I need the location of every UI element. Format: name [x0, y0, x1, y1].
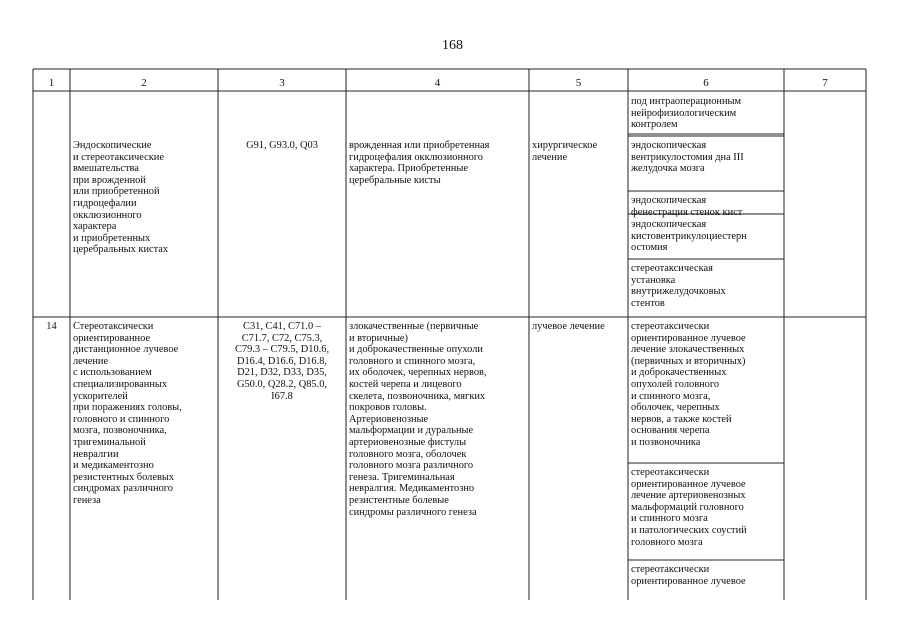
method-item: эндоскопическая вентрикулостомия дна III желудочка мозга: [631, 140, 744, 175]
column-header-6: 6: [703, 77, 709, 89]
intervention-name: Эндоскопические и стереотаксические вмешательства при врожденной или приобретенной гидроцефалии окклюзионного характера и приобретенных церебральных кистах: [73, 140, 169, 256]
method-item: эндоскопическая кистовентрикулоциестерн остомия: [631, 219, 747, 254]
patient-model: злокачественные (первичные и вторичные) и доброкачественные опухоли головного и спинного мозга, их оболочек, черепных нервов, костей черепа и лицевого скелета, позвоночника, мягких покровов головы. Артериовенозные мальформации и дуральные артериовенозные фистулы головного мозга, оболочек головного мозга различного генеза. Тригеминальная невралгия. Медикаментозно резистентные болевые синдромы различного генеза: [349, 321, 487, 518]
treatment-type: хирургическое лечение: [532, 140, 598, 163]
column-header-7: 7: [822, 77, 828, 89]
column-header-3: 3: [279, 77, 285, 89]
patient-model: врожденная или приобретенная гидроцефалия окклюзионного характера. Приобретенные церебральные кисты: [349, 140, 490, 186]
method-item: эндоскопическая фенестрация стенок кист: [631, 195, 743, 218]
column-header-4: 4: [434, 77, 441, 89]
method-item: стереотаксически ориентированное лучевое: [631, 564, 746, 587]
treatment-type: лучевое лечение: [532, 321, 605, 332]
intervention-name: Стереотаксически ориентированное дистанционное лучевое лечение с использованием специализированных ускорителей при поражениях головы, головного и спинного мозга, позвоночника, тригеминальной невралгии и медикаментозно резистентных болевых синдромах различного генеза: [73, 321, 182, 506]
column-header-1: 1: [48, 77, 55, 89]
column-header-2: 2: [141, 77, 147, 89]
diagnosis-codes: C31, C41, C71.0 – C71.7, C72, C75.3, C79.3 – C79.5, D10.6, D16.4, D16.6, D16.8, D21, D32, D33, D35, G50.0, Q28.2, Q85.0, I67.8: [234, 321, 330, 402]
row-number: 14: [46, 321, 57, 332]
continued-method: под интраоперационным нейрофизиологическим контролем: [631, 96, 742, 131]
method-item: стереотаксически ориентированное лучевое лечение злокачественных (первичных и вторичных) и доброкачественных опухолей головного и спинного мозга, оболочек, черепных нервов, а также костей основания черепа и позвоночника: [631, 321, 746, 448]
column-header-5: 5: [575, 77, 582, 89]
method-item: стереотаксическая установка внутрижелудочковых стентов: [631, 263, 726, 309]
diagnosis-codes: G91, G93.0, Q03: [246, 140, 318, 151]
method-item: стереотаксически ориентированное лучевое лечение артериовенозных мальформаций головного и спинного мозга и патологических соустий головного мозга: [631, 467, 747, 548]
page-number: 168: [442, 38, 463, 53]
